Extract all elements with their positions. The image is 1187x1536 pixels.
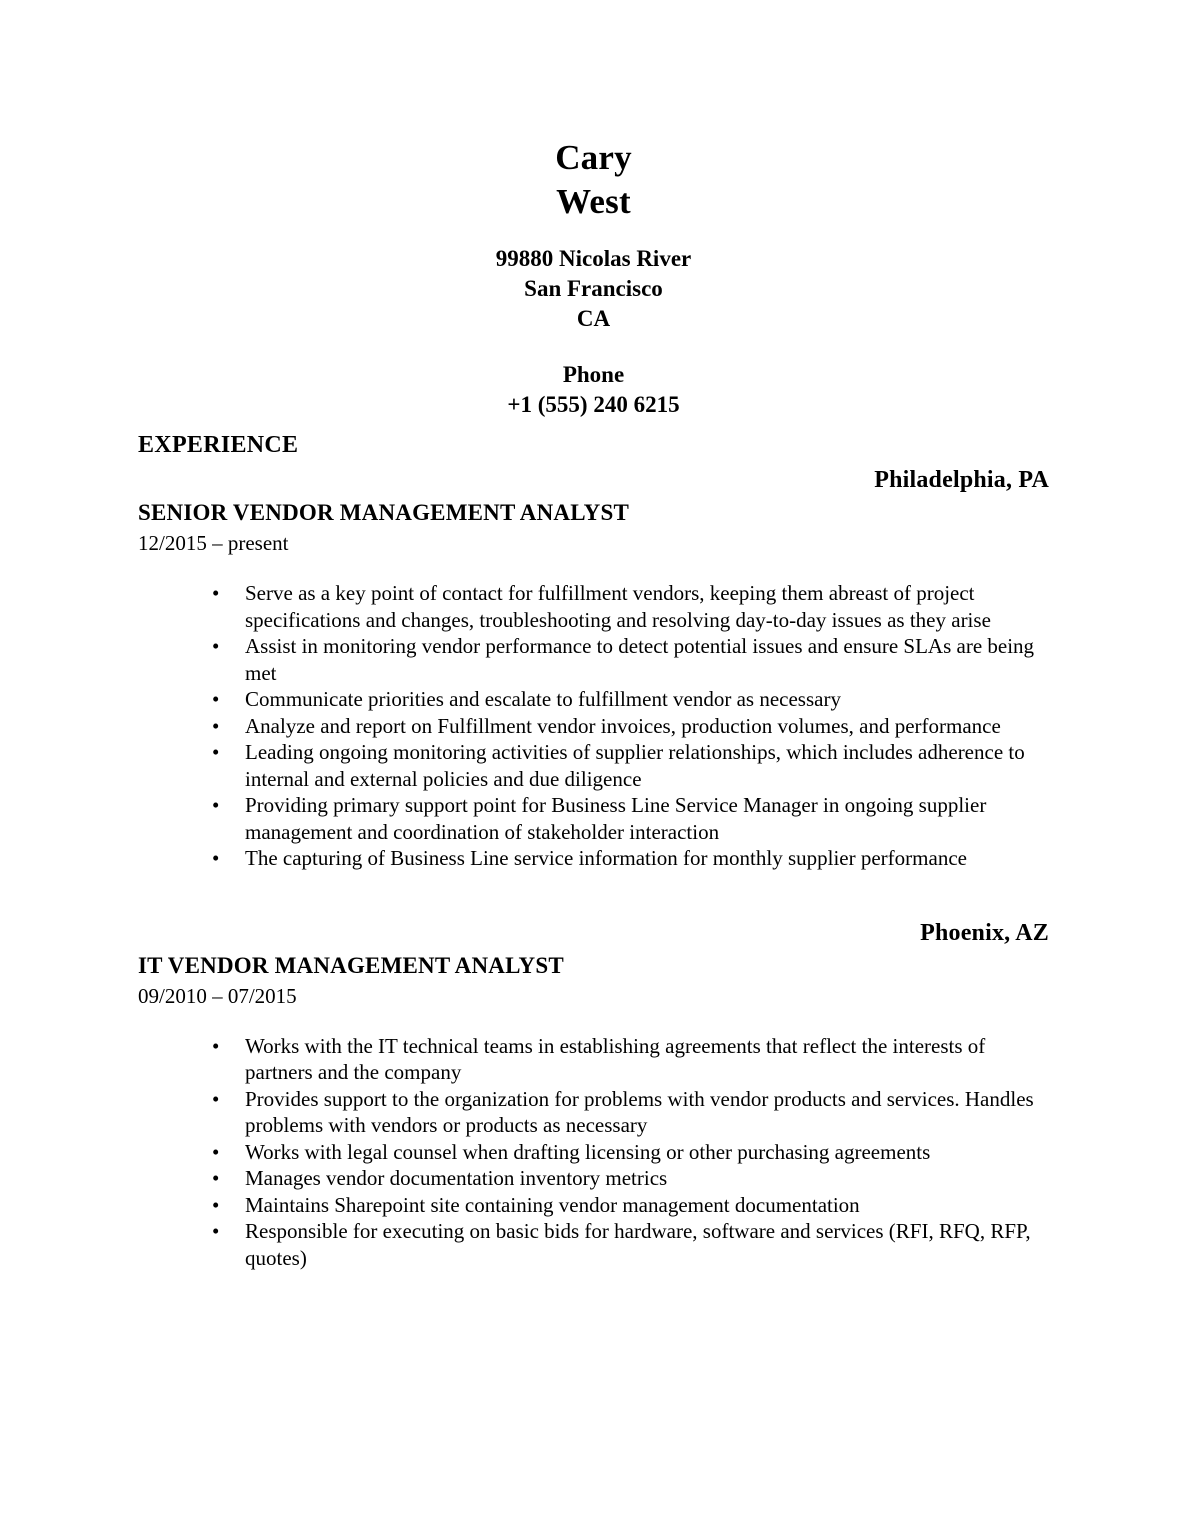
job-entry xyxy=(138,920,1049,1272)
list-item-text: Works with the IT technical teams in establishing agreements that reflect the interests of partners and the company xyxy=(245,1033,986,1084)
list-item-text: Analyze and report on Fulfillment vendor invoices, production volumes, and performance xyxy=(245,713,1001,738)
bullet-icon: • xyxy=(212,581,220,605)
list-item xyxy=(138,1165,1049,1192)
list-item xyxy=(138,580,1049,633)
list-item-text: Manages vendor documentation inventory metrics xyxy=(245,1166,668,1190)
section-heading-experience: EXPERIENCE xyxy=(138,432,299,458)
job-title: SENIOR VENDOR MANAGEMENT ANALYST xyxy=(138,500,629,525)
list-item-text: Providing primary support point for Business Line Service Manager in ongoing supplier management and coordination of stakeholder interaction xyxy=(245,793,987,844)
job-location: Philadelphia, PA xyxy=(874,467,1049,493)
last-name: West xyxy=(556,182,631,221)
bullet-icon: • xyxy=(212,713,220,738)
job-entry xyxy=(138,467,1049,872)
list-item xyxy=(138,1139,1049,1166)
job-responsibilities-list xyxy=(138,580,1049,872)
bullet-icon: • xyxy=(212,1086,220,1111)
section-experience xyxy=(138,432,1049,1271)
bullet-icon: • xyxy=(212,846,220,870)
job-dates: 09/2010 – 07/2015 xyxy=(138,983,297,1008)
list-item xyxy=(138,1033,1049,1086)
list-item-text: Responsible for executing on basic bids for hardware, software and services (RFI, RFQ, RFP, quotes) xyxy=(245,1219,1031,1270)
list-item-text: The capturing of Business Line service information for monthly supplier performance xyxy=(245,846,967,870)
bullet-icon: • xyxy=(212,1192,220,1217)
address-block xyxy=(138,244,1049,334)
job-responsibilities-list xyxy=(138,1033,1049,1272)
bullet-icon: • xyxy=(212,740,220,764)
bullet-icon: • xyxy=(212,1166,220,1190)
list-item xyxy=(138,792,1049,845)
job-dates: 12/2015 – present xyxy=(138,531,289,555)
bullet-icon: • xyxy=(212,687,220,711)
address-street: 99880 Nicolas River xyxy=(495,246,692,271)
bullet-icon: • xyxy=(212,1139,220,1164)
list-item-text: Leading ongoing monitoring activities of supplier relationships, which includes adherence to internal and external policies and due diligence xyxy=(245,740,1025,791)
section-spacer xyxy=(138,872,1049,912)
address-state: CA xyxy=(576,306,611,331)
list-item-text: Works with legal counsel when drafting licensing or other purchasing agreements xyxy=(245,1139,931,1164)
list-item-text: Assist in monitoring vendor performance to detect potential issues and ensure SLAs are being met xyxy=(245,634,1035,685)
phone-block xyxy=(138,360,1049,420)
list-item xyxy=(138,686,1049,713)
list-item xyxy=(138,713,1049,740)
list-item-text: Serve as a key point of contact for fulfillment vendors, keeping them abreast of project specifications and changes, troubleshooting and resolving day-to-day issues as they arise xyxy=(245,581,991,632)
bullet-icon: • xyxy=(212,793,220,817)
list-item xyxy=(138,633,1049,686)
list-item-text: Provides support to the organization for problems with vendor products and services. Handles problems with vendors or products as necessary xyxy=(245,1086,1034,1137)
list-item-text: Communicate priorities and escalate to fulfillment vendor as necessary xyxy=(245,687,841,711)
list-item xyxy=(138,845,1049,872)
address-city: San Francisco xyxy=(524,276,663,301)
bullet-icon: • xyxy=(212,634,220,658)
phone-label: Phone xyxy=(562,362,625,387)
list-item xyxy=(138,739,1049,792)
list-item xyxy=(138,1218,1049,1271)
list-item xyxy=(138,1192,1049,1219)
resume-content xyxy=(138,0,1049,1271)
job-title: IT VENDOR MANAGEMENT ANALYST xyxy=(138,952,564,978)
first-name: Cary xyxy=(555,138,632,177)
list-item xyxy=(138,1086,1049,1139)
list-item-text: Maintains Sharepoint site containing vendor management documentation xyxy=(245,1192,860,1217)
bullet-icon: • xyxy=(212,1033,220,1058)
bullet-icon: • xyxy=(212,1219,220,1243)
phone-number: +1 (555) 240 6215 xyxy=(507,392,680,417)
job-location: Phoenix, AZ xyxy=(920,919,1049,946)
resume-header xyxy=(138,0,1049,420)
